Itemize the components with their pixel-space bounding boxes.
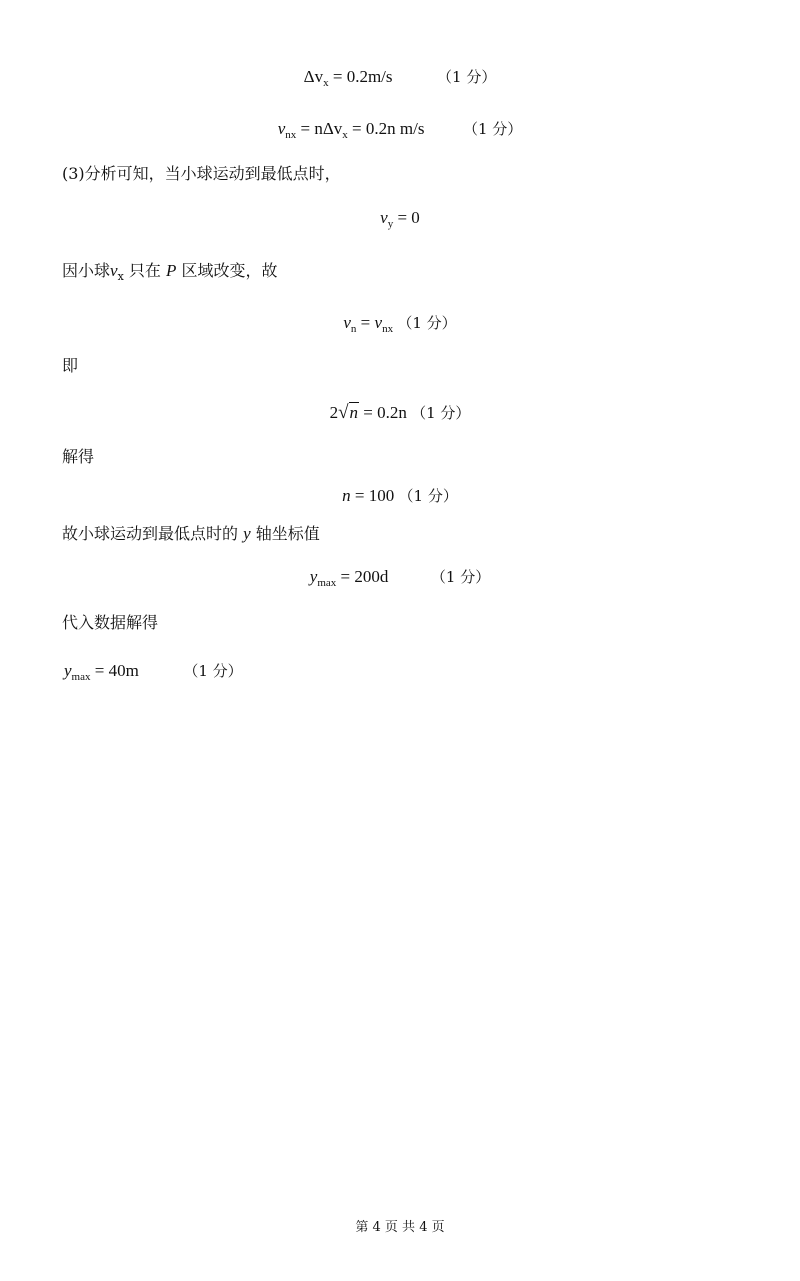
text-part: 因小球 <box>62 261 111 280</box>
equation-ymax-value <box>64 661 243 683</box>
text-part: 只在 <box>123 261 166 280</box>
score-points: （1 分） <box>462 120 523 138</box>
eq-v: v <box>343 313 351 332</box>
eq-y: y <box>243 524 251 543</box>
eq-v: v <box>374 313 383 332</box>
text-ycoord <box>62 525 320 542</box>
eq-rhs: = 0.2m/s <box>328 67 393 86</box>
text-ji: 即 <box>62 356 79 375</box>
equation-vnx <box>0 119 800 141</box>
eq-radicand: n <box>349 403 359 422</box>
eq-y: y <box>309 567 318 586</box>
equation-n <box>0 487 800 504</box>
score-points: （1 分） <box>411 404 471 422</box>
eq-sub: nx <box>382 323 394 335</box>
equation-vn <box>0 313 800 335</box>
equation-vy <box>0 208 800 230</box>
eq-sub: x <box>323 77 329 89</box>
eq-n: n <box>342 486 351 505</box>
score-points: （1 分） <box>430 568 491 586</box>
text-part: 故小球运动到最低点时的 <box>62 524 244 543</box>
eq-mid: = nΔv <box>296 119 343 138</box>
eq-rhs: = 200d <box>336 567 389 586</box>
eq-coef: 2 <box>329 403 339 422</box>
eq-sub: nx <box>285 129 297 141</box>
eq-rhs: = 0.2n m/s <box>347 119 425 138</box>
eq-sub: y <box>387 218 394 230</box>
text-jiede: 解得 <box>62 447 95 466</box>
eq-sub: max <box>317 577 337 589</box>
eq-v: v <box>380 208 388 227</box>
eq-sub: x <box>117 270 124 283</box>
score-points: （1 分） <box>183 662 243 680</box>
eq-v: v <box>110 261 118 280</box>
text-because <box>62 261 278 283</box>
eq-p: P <box>165 261 177 280</box>
text-substitute: 代入数据解得 <box>62 613 159 632</box>
eq-sub: x <box>342 129 348 141</box>
sqrt-sign: √n <box>338 402 359 423</box>
eq-rhs: = 0 <box>393 208 420 227</box>
score-points: （1 分） <box>397 314 457 332</box>
equation-ymax <box>0 567 800 589</box>
eq-y: y <box>64 661 72 680</box>
eq-rhs: = 40m <box>90 661 139 680</box>
text-part: 轴坐标值 <box>250 524 320 543</box>
score-points: （1 分） <box>398 487 458 505</box>
text-part: 区域改变，故 <box>176 261 278 280</box>
eq-rhs: = 100 <box>350 486 395 505</box>
score-points: （1 分） <box>437 68 497 86</box>
eq-equals: = <box>356 313 375 332</box>
eq-rhs: = 0.2n <box>359 403 407 422</box>
eq-sub: max <box>71 671 91 683</box>
equation-sqrt <box>0 403 800 422</box>
page-footer: 第 4 页 共 4 页 <box>355 1220 445 1235</box>
eq-v: v <box>277 119 286 138</box>
text-part3: (3)分析可知，当小球运动到最低点时， <box>62 164 341 183</box>
eq-sub: n <box>350 323 357 335</box>
equation-delta-vx <box>0 67 800 89</box>
eq-lhs: Δv <box>303 67 324 86</box>
